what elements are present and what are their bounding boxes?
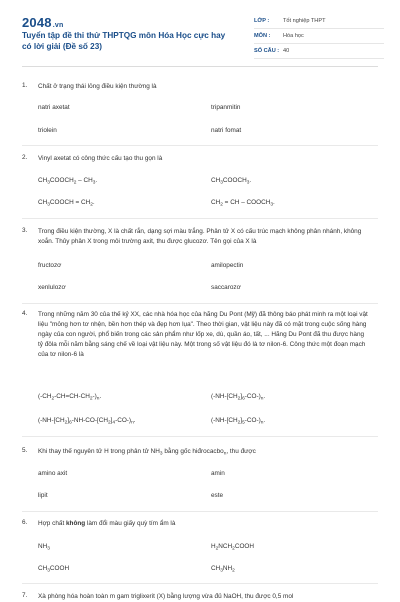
- option-b[interactable]: tripanmitin: [211, 104, 241, 111]
- option-c[interactable]: triolein: [38, 127, 57, 134]
- question-number: 3.: [22, 227, 28, 234]
- subscript: 3: [47, 180, 50, 186]
- meta-value: Tốt nghiệp THPT: [283, 18, 326, 24]
- subscript: 5: [242, 420, 245, 426]
- subscript: n: [131, 420, 134, 426]
- subscript: 2: [237, 396, 241, 402]
- subscript: 6: [69, 420, 72, 426]
- subscript: 2: [51, 396, 55, 402]
- question-text: Xà phòng hóa hoàn toàn m gam triglixerit (X) bằng lượng vừa đủ NaOH, thu được 0,5 mol: [38, 593, 294, 600]
- question-divider: [22, 145, 378, 146]
- question-number: 7.: [22, 592, 28, 599]
- question-text: [38, 519, 368, 529]
- subscript: n: [96, 396, 100, 402]
- option-d[interactable]: saccarozơ: [211, 284, 241, 291]
- option-d[interactable]: $(-NH-[CH_2]_5-CO-)_n$.: [211, 417, 266, 426]
- subscript: 2: [232, 546, 235, 552]
- question-text-emphasis: không: [66, 520, 86, 527]
- subscript: 2: [89, 396, 93, 402]
- document-title: Tuyển tập đề thi thử THPTQG môn Hóa Học cực hay có lời giải (Đề số 23): [22, 31, 226, 51]
- option-b[interactable]: amilopectin: [211, 262, 244, 269]
- question-text: Vinyl axetat có công thức cấu tạo thu gọn là: [38, 155, 163, 162]
- subscript: 2: [220, 202, 223, 208]
- subscript: 2: [237, 420, 241, 426]
- option-a[interactable]: amino axit: [38, 470, 68, 477]
- brand-suffix: .vn: [52, 22, 64, 29]
- option-b[interactable]: $H_2NCH_2COOH$: [211, 543, 255, 552]
- subscript: 3: [220, 568, 223, 574]
- option-a[interactable]: natri axetat: [38, 104, 70, 111]
- subscript: 4: [112, 420, 116, 426]
- option-b[interactable]: amin: [211, 470, 225, 477]
- meta-row-count: [254, 44, 384, 59]
- meta-value: Hóa học: [283, 33, 304, 39]
- subscript: 2: [73, 180, 77, 186]
- question-divider: [22, 436, 378, 437]
- question-divider: [22, 583, 378, 584]
- option-c[interactable]: $CH_3COOH$: [38, 565, 70, 574]
- document-meta: [254, 14, 384, 59]
- brand-name: 2048: [22, 15, 52, 30]
- option-a[interactable]: $NH_3$: [38, 543, 50, 552]
- meta-label: LỚP :: [254, 18, 270, 24]
- question-text: Khi thay thế nguyên tử H trong phân tử $NH_3$ bằng gốc hiđrocacbo$_n$, thu được: [38, 448, 256, 457]
- meta-label: MÔN :: [254, 33, 271, 39]
- option-d[interactable]: $CH_3NH_2$: [211, 565, 235, 574]
- question-text-start: Hợp chất: [38, 520, 66, 527]
- question-divider: [22, 511, 378, 512]
- subscript: 3: [47, 568, 50, 574]
- subscript: n: [260, 420, 264, 426]
- question-number: 5.: [22, 447, 28, 454]
- question-number: 2.: [22, 154, 28, 161]
- question-text: Chất ở trạng thái lỏng điều kiện thường là: [38, 83, 157, 90]
- subscript: n: [223, 451, 227, 457]
- meta-row-subject: [254, 29, 384, 44]
- option-c[interactable]: xenlulozơ: [38, 284, 66, 291]
- subscript: 3: [220, 180, 223, 186]
- subscript: 3: [246, 180, 250, 186]
- option-c[interactable]: $CH_3COOCH = CH_2$.: [38, 199, 95, 208]
- site-logo[interactable]: [22, 15, 63, 30]
- meta-label: SỐ CÂU :: [254, 48, 280, 54]
- question-number: 1.: [22, 82, 28, 89]
- option-d[interactable]: $CH_2$ = CH – $COOCH_3$.: [211, 199, 275, 208]
- option-a[interactable]: $CH_3COOCH_2 - CH_3$.: [38, 177, 98, 186]
- question-text: Trong điều kiện thường, X là chất rắn, dạng sợi màu trắng. Phân tử X có cấu trúc mạch không phân nhánh, không xoắn. Thủy phân X trong môi trường axit, thu được glucozơ. Tên gọi của X là: [38, 228, 362, 245]
- subscript: 2: [232, 568, 235, 574]
- meta-value: 40: [283, 48, 290, 54]
- subscript: 3: [159, 451, 163, 457]
- question-number: 6.: [22, 519, 28, 526]
- option-b[interactable]: $(-NH-[CH_2]_6-CO-)_n$.: [211, 393, 266, 402]
- subscript: 3: [92, 180, 96, 186]
- subscript: 6: [242, 396, 245, 402]
- subscript: 3: [47, 546, 50, 552]
- subscript: 2: [64, 420, 68, 426]
- question-text-end: làm đổi màu giấy quỳ tím ẩm là: [85, 520, 176, 527]
- header: [0, 0, 400, 62]
- option-c[interactable]: lipit: [38, 492, 48, 499]
- question-number: 4.: [22, 310, 28, 317]
- option-a[interactable]: $(-CH_2-CH=CH-CH_2-)_n$.: [38, 393, 102, 402]
- subscript: 3: [270, 202, 273, 208]
- question-text: Trong những năm 30 của thế kỷ XX, các nhà hóa học của hãng Du Pont (Mỹ) đã thông báo phát minh ra một loại vật liệu "mỏng hơn tơ nhện, bền hơn thép và đẹp hơn lụa". Theo thời gian, vật liệu này đã có mặt trong cuộc sống hàng ngày của con người, phổ biến trong các sản phẩm như lốp xe, dù, quần áo, tất, ... Hãng Du Pont đã thu được hàng tỷ đôla mỗi năm bằng sáng chế về loại vật liệu này. Một trong số vật liệu đó là tơ nilon-6. Công thức một đoạn mạch của tơ nilon-6 là: [38, 311, 368, 358]
- option-d[interactable]: este: [211, 492, 224, 499]
- subscript: n: [260, 396, 264, 402]
- question-divider: [22, 303, 378, 304]
- option-d[interactable]: natri fomat: [211, 127, 242, 134]
- option-c[interactable]: $(-NH-[CH_2]_6-NH-CO-[CH_2]_4-CO-)_n$.: [38, 417, 136, 426]
- option-b[interactable]: $CH_3COOCH_3$.: [211, 177, 252, 186]
- meta-row-class: [254, 14, 384, 29]
- option-a[interactable]: fructozơ: [38, 262, 62, 269]
- subscript: 2: [215, 546, 219, 552]
- header-divider: [22, 66, 378, 67]
- question-divider: [22, 218, 378, 219]
- subscript: 2: [107, 420, 111, 426]
- subscript: 3: [47, 202, 50, 208]
- subscript: 2: [90, 202, 93, 208]
